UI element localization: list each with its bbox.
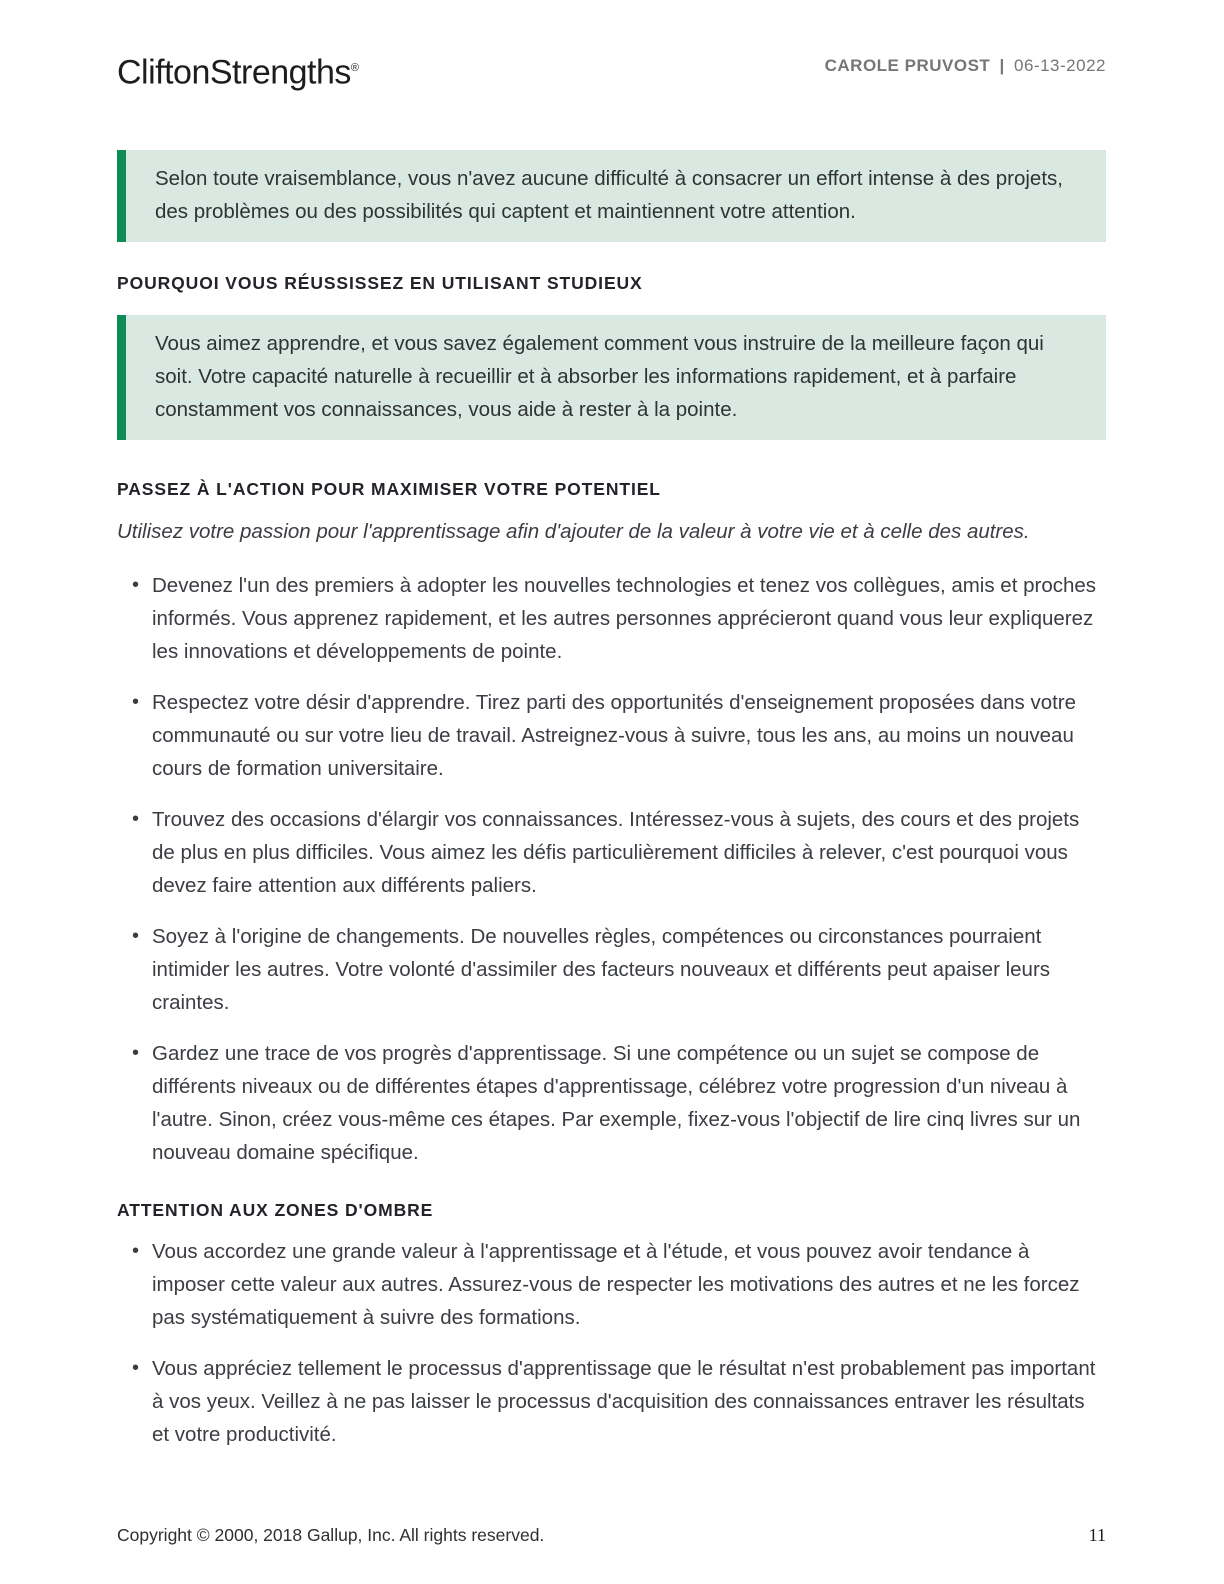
- list-item: • Trouvez des occasions d'élargir vos connaissances. Intéressez-vous à sujets, des cours et des projets de plus en plus difficiles. Vous aimez les défis particulièrement difficiles à relever, c'est pourquoi vous devez faire attention aux différents paliers.: [117, 803, 1106, 902]
- list-item: • Vous accordez une grande valeur à l'apprentissage et à l'étude, et vous pouvez avoir tendance à imposer cette valeur aux autres. Assurez-vous de respecter les motivations des autres et ne les forcez pas systématiquement à suivre des formations.: [117, 1235, 1106, 1334]
- section-heading-blind-spots: ATTENTION AUX ZONES D'OMBRE: [117, 1199, 434, 1220]
- blind-spots-bullet-list: [117, 1235, 1106, 1451]
- page-number: 11: [1088, 1525, 1106, 1545]
- take-action-bullet-list: [117, 569, 1106, 1169]
- list-item: • Respectez votre désir d'apprendre. Tirez parti des opportunités d'enseignement proposées dans votre communauté ou sur votre lieu de travail. Astreignez-vous à suivre, tous les ans, au moins un nouveau cours de formation universitaire.: [117, 686, 1106, 785]
- registered-trademark-icon: ®: [350, 62, 359, 74]
- report-date: 06-13-2022: [1014, 56, 1106, 75]
- header-separator: |: [999, 56, 1005, 75]
- list-item: • Devenez l'un des premiers à adopter les nouvelles technologies et tenez vos collègues, amis et proches informés. Vous apprenez rapidement, et les autres personnes apprécieront quand vous leur expliquerez les innovations et développements de pointe.: [117, 569, 1106, 668]
- report-owner-date: [825, 56, 1106, 76]
- summary-callout-text: Selon toute vraisemblance, vous n'avez aucune difficulté à consacrer un effort intense à des projets, des problèmes ou des possibilités qui captent et maintiennent votre attention.: [155, 167, 1063, 223]
- summary-callout: [117, 150, 1106, 242]
- page-header: [117, 48, 1106, 94]
- logo-text: CliftonStrengths: [117, 53, 351, 92]
- why-you-succeed-text: Vous aimez apprendre, et vous savez également comment vous instruire de la meilleure façon qui soit. Votre capacité naturelle à recueillir et à absorber les informations rapidement, et à parfaire constamment vos connaissances, vous aide à rester à la pointe.: [155, 332, 1044, 421]
- list-item: • Soyez à l'origine de changements. De nouvelles règles, compétences ou circonstances pourraient intimider les autres. Votre volonté d'assimiler des facteurs nouveaux et différents peut apaiser leurs craintes.: [117, 920, 1106, 1019]
- page-footer: [117, 1525, 1106, 1546]
- section-heading-take-action: PASSEZ À L'ACTION POUR MAXIMISER VOTRE POTENTIEL: [117, 479, 661, 499]
- person-name: CAROLE PRUVOST: [824, 56, 991, 75]
- list-item: • Vous appréciez tellement le processus d'apprentissage que le résultat n'est probablement pas important à vos yeux. Veillez à ne pas laisser le processus d'acquisition des connaissances entraver les résultats et votre productivité.: [117, 1352, 1106, 1451]
- list-item: • Gardez une trace de vos progrès d'apprentissage. Si une compétence ou un sujet se compose de différents niveaux ou de différentes étapes d'apprentissage, célébrez votre progression d'un niveau à l'autre. Sinon, créez vous-même ces étapes. Par exemple, fixez-vous l'objectif de lire cinq livres sur un nouveau domaine spécifique.: [117, 1037, 1106, 1169]
- take-action-intro: Utilisez votre passion pour l'apprentissage afin d'ajouter de la valeur à votre vie et à celle des autres.: [117, 520, 1030, 543]
- why-you-succeed-callout: [117, 315, 1106, 440]
- cliftonstrengths-logo: [117, 48, 359, 92]
- section-heading-why-you-succeed: POURQUOI VOUS RÉUSSISSEZ EN UTILISANT STUDIEUX: [117, 273, 643, 293]
- copyright-notice: Copyright © 2000, 2018 Gallup, Inc. All rights reserved.: [117, 1525, 545, 1545]
